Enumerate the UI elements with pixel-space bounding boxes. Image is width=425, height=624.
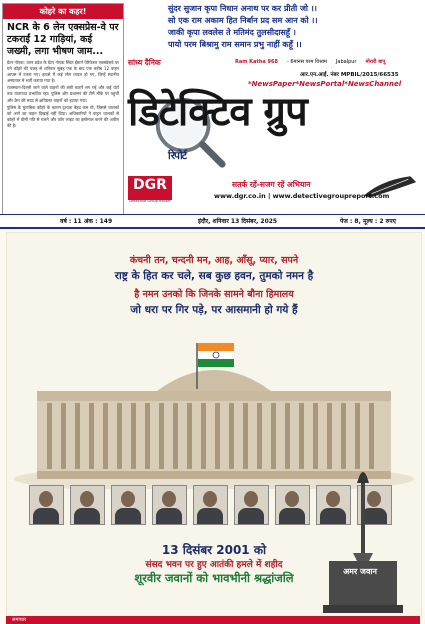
side-news-title: NCR के 6 लेन एक्सप्रेस-वे पर टकराईं 12 गाड़ियां, कई जख्मी, लगा भीषण जाम... — [7, 22, 119, 57]
info-item: मोरारी बापू — [365, 59, 386, 65]
tribute-subline: संसद भवन पर हुए आतंकी हमले में शहीद — [145, 560, 283, 570]
info-item: - 6मानस परम विश्राम — [286, 59, 327, 65]
poem-line: राष्ट्र के हित कर चले, सब कुछ हवन, तुमको नमन है — [114, 270, 314, 282]
tribute-advertisement — [6, 232, 422, 618]
attack-date: 13 दिसंबर 2001 को — [161, 543, 267, 557]
martyr-photo — [193, 485, 228, 525]
poem-line: है नमन उनको कि जिनके सामने बौना हिमालय — [134, 289, 294, 300]
motto: सतर्क रहें-सजग रहें अभियान — [232, 180, 311, 189]
footer-bar — [6, 616, 420, 624]
small-logo: सांध्य दैनिक — [128, 58, 161, 67]
martyr-photo — [70, 485, 105, 525]
quote-line: सुंदर सुजान कृपा निधान अनाथ पर कर प्रीती जो ।। — [168, 4, 317, 13]
martyr-photo — [111, 485, 146, 525]
martyr-photo — [29, 485, 64, 525]
side-news-para: राजस्थान-दिल्ली जाने वाले वाहनों की लंबी कतारें लग गईं और कई घंटों तक यातायात प्रभावित रहा। पुलिस और प्रशासन की टीमें मौके पर पहुंचीं और क्रेन की मदद से क्षतिग्रस्त वाहनों को हटाया गया। — [7, 85, 119, 103]
masthead — [0, 0, 425, 224]
channels-tagline: *NewsPaper*NewsPortal*NewsChannel — [248, 80, 402, 88]
amar-jawan-memorial-icon — [323, 465, 403, 613]
paper-title-line: डिटेक्टिव ग्रुप — [128, 88, 307, 135]
pages-price: पेज : 8, मूल्य : 2 रुपए — [340, 218, 396, 225]
poem-line: कंचनी तन, चन्दनी मन, आह, आँसू, प्यार, सपने — [129, 255, 299, 266]
info-item: Ram Katha 968 — [235, 59, 278, 65]
poem-line: जो धरा पर गिर पड़े, पर आसमानी हो गये हैं — [130, 304, 298, 316]
dgr-logo-subtitle: Detective Group Report — [129, 199, 171, 203]
quote-line: जाकी कृपा लवलेस ते मतिमंद तुलसीदासहूँ । — [168, 28, 296, 37]
quote-line: पायो परम बिश्रामु राम समान प्रभु नाहीं कहूँ ।। — [168, 40, 302, 49]
website-links[interactable]: www.dgr.co.in | www.detectivegroupreport.com — [214, 192, 390, 200]
edition-info: वर्ष : 11 अंक : 149 — [60, 218, 113, 225]
dateline-bar — [0, 214, 425, 229]
martyr-photo — [275, 485, 310, 525]
side-news-para: ग्रेटर नोएडा: उत्तर प्रदेश के ग्रेटर नोएडा स्थित ईस्टर्न पेरिफेरल एक्सप्रेसवे पर घने कोहरे की वजह से शनिवार सुबह एक के बाद एक करीब 12 वाहन आपस में टकरा गए। हादसे में कई लोग घायल हो गए, जिन्हें स्थानीय अस्पताल में भर्ती कराया गया है। — [7, 60, 119, 84]
side-news-box[interactable] — [2, 3, 124, 215]
quote-line: सो एक राम अकाम हित निर्बान प्रद सम आन को ।। — [168, 16, 318, 25]
registration-number: आर.एन.आई. नंबर MPBIL/2015/66535 — [300, 72, 399, 78]
amar-jawan-label: अमर जवान — [343, 567, 377, 576]
dgr-logo: DGR — [128, 176, 172, 200]
side-news-heading: कोहरे का कहर! — [3, 4, 123, 19]
paper-title-line: रिपोर्ट — [168, 150, 186, 162]
martyr-photo — [152, 485, 187, 525]
place-date: इंदौर, शनिवार 13 दिसंबर, 2025 — [198, 218, 278, 225]
footer-tag: समाचार — [12, 617, 27, 623]
info-item: Jabalpur — [335, 59, 357, 65]
info-strip — [232, 56, 425, 68]
side-news-para: पुलिस के मुताबिक कोहरे के कारण दृश्यता बेहद कम थी, जिससे चालकों को आगे का वाहन दिखाई नहीं दिया। अधिकारियों ने वाहन चालकों से कोहरे में धीमी गति से चलने और फॉग लाइट का इस्तेमाल करने की अपील की है। — [7, 104, 119, 128]
masthead-quote — [128, 3, 424, 57]
side-news-body — [3, 60, 123, 129]
tribute-headline: शूरवीर जवानों को भावभीनी श्रद्धांजलि — [134, 571, 294, 585]
martyr-photo — [234, 485, 269, 525]
